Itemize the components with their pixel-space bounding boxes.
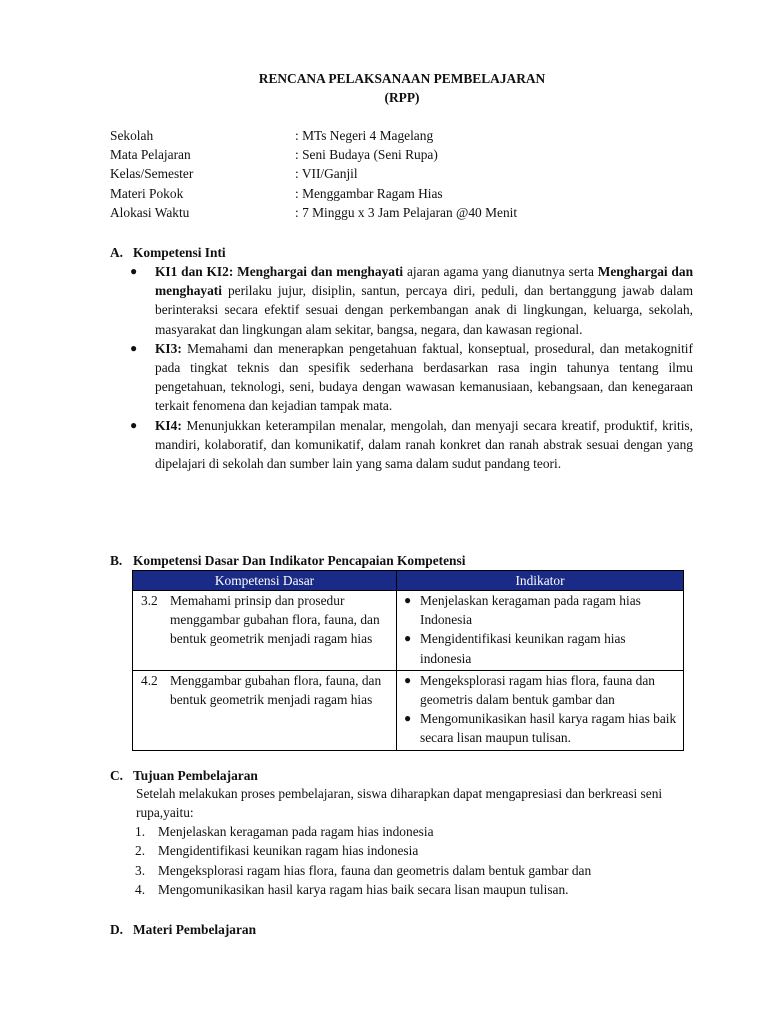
kd-indikator-table [132, 570, 684, 751]
indikator-text: Mengidentifikasi keunikan ragam hias indonesia [420, 631, 626, 666]
list-item [110, 841, 591, 860]
bullet-icon: ● [404, 672, 412, 687]
identity-table [110, 126, 517, 222]
indikator-text: Mengeksplorasi ragam hias flora, fauna dan geometris dalam bentuk gambar dan [420, 672, 655, 708]
header-indikator: Indikator [397, 571, 684, 591]
info-label: Mata Pelajaran [110, 147, 191, 163]
info-value: : Menggambar Ragam Hias [295, 185, 443, 201]
section-a-heading [110, 243, 226, 262]
section-number: B. [110, 553, 123, 568]
list-item [110, 822, 591, 841]
section-number: D. [110, 922, 124, 937]
bullet-icon: ● [130, 417, 138, 432]
info-value: : MTs Negeri 4 Magelang [295, 128, 434, 143]
info-row-kelas-semester [110, 164, 517, 183]
section-title: Materi Pembelajaran [133, 922, 257, 937]
kompetensi-inti-list [130, 262, 693, 473]
tujuan-list [110, 822, 591, 900]
info-row-alokasi-waktu [110, 203, 517, 222]
kd-cell [133, 591, 397, 671]
indikator-text: Menjelaskan keragaman pada ragam hias Indonesia [420, 593, 641, 628]
item-number: 2. [135, 843, 146, 859]
info-row-mata-pelajaran [110, 145, 517, 164]
table-row [133, 670, 684, 750]
info-value: : VII/Ganjil [295, 166, 358, 182]
list-item-text [155, 339, 693, 416]
bullet-icon: ● [130, 264, 138, 278]
item-number: 4. [135, 882, 146, 898]
item-text: Mengomunikasikan hasil karya ragam hias baik secara lisan maupun tulisan. [158, 882, 569, 898]
info-label: Kelas/Semester [110, 166, 194, 182]
bullet-icon: ● [130, 340, 138, 355]
document-title [0, 69, 768, 107]
title-line-2: (RPP) [384, 90, 420, 105]
bold-term: KI3: [155, 340, 182, 356]
bold-term: KI1 dan KI2: Menghargai dan menghayati [155, 264, 404, 279]
section-number: A. [110, 245, 124, 260]
kd-cell [133, 670, 397, 750]
bold-term: Menghargai dan menghayati [155, 264, 694, 299]
header-kompetensi-dasar: Kompetensi Dasar [133, 571, 397, 591]
kd-text: Menggambar gubahan flora, fauna, dan bentuk geometrik menjadi ragam hias [170, 672, 382, 708]
table-row [133, 591, 684, 671]
tujuan-intro: Setelah melakukan proses pembelajaran, siswa diharapkan dapat mengapresiasi dan berkreasi seni rupa,yaitu: [136, 786, 663, 821]
info-value: : 7 Minggu x 3 Jam Pelajaran @40 Menit [295, 204, 518, 220]
kd-text: Memahami prinsip dan prosedur menggambar gubahan flora, fauna, dan bentuk geometrik menjadi ragam hias [170, 593, 380, 647]
section-title: Tujuan Pembelajaran [133, 768, 258, 783]
section-c-heading [110, 766, 258, 785]
item-text: Menjelaskan keragaman pada ragam hias indonesia [158, 824, 434, 839]
section-d-heading [110, 920, 256, 939]
info-label: Materi Pokok [110, 185, 184, 201]
list-item [130, 339, 693, 416]
bold-term: KI4: [155, 417, 182, 433]
info-row-sekolah [110, 126, 517, 145]
item-number: 3. [135, 862, 146, 878]
indikator-text: Mengomunikasikan hasil karya ragam hias baik secara lisan maupun tulisan. [420, 711, 677, 746]
text-run: perilaku jujur, disiplin, santun, percaya diri, peduli, dan bertanggung jawab dalam berinteraksi secara efektif sesuai dengan perkembangan anak di lingkungan, keluarga, sekolah, masyarakat dan lingkungan alam sekitar, bangsa, negara, dan kawasan regional. [155, 283, 693, 337]
bullet-icon: ● [404, 711, 412, 726]
text-run: ajaran agama yang dianutnya serta [403, 264, 598, 279]
list-item [130, 416, 693, 474]
text-run: Memahami dan menerapkan pengetahuan faktual, konseptual, prosedural, dan metakognitif pada tingkat teknis dan spesifik sederhana berdasarkan rasa ingin tahunya tentang ilmu pengetahuan, teknologi, seni, budaya dengan wawasan kemanusiaan, kebangsaan, dan kenegaraan terkait fenomena dan kejadian tampak mata. [155, 340, 693, 414]
indikator-item [404, 629, 677, 667]
item-number: 1. [135, 824, 146, 839]
item-text: Mengidentifikasi keunikan ragam hias indonesia [158, 843, 419, 859]
info-label: Alokasi Waktu [110, 204, 190, 220]
item-text: Mengeksplorasi ragam hias flora, fauna dan geometris dalam bentuk gambar dan [158, 862, 592, 878]
indikator-cell [397, 591, 684, 671]
text-run: Menunjukkan keterampilan menalar, mengolah, dan menyaji secara kreatif, produktif, kritis, mandiri, kolaboratif, dan komunikatif, dalam ranah konkret dan ranah abstrak sesuai dengan yang dipelajari di sekolah dan sumber lain yang sama dalam sudut pandang teori. [155, 417, 693, 472]
section-title: Kompetensi Dasar Dan Indikator Pencapaian Kompetensi [133, 553, 466, 568]
list-item-text [155, 416, 693, 474]
kd-number: 3.2 [141, 593, 158, 608]
indikator-cell [397, 670, 684, 750]
bullet-icon: ● [404, 593, 412, 607]
bullet-icon: ● [404, 631, 412, 646]
table-header-row [133, 571, 684, 591]
info-label: Sekolah [110, 128, 154, 143]
list-item [130, 262, 693, 339]
title-line-1: RENCANA PELAKSANAAN PEMBELAJARAN [258, 71, 546, 86]
indikator-item [404, 709, 677, 747]
info-value: : Seni Budaya (Seni Rupa) [295, 147, 438, 163]
indikator-item [404, 591, 677, 629]
indikator-item [404, 671, 677, 709]
list-item [110, 861, 591, 880]
kd-number: 4.2 [141, 672, 158, 688]
section-b-heading [110, 551, 465, 570]
list-item [110, 880, 591, 899]
list-item-text [155, 262, 693, 339]
section-title: Kompetensi Inti [133, 245, 226, 260]
section-number: C. [110, 768, 124, 783]
info-row-materi-pokok [110, 184, 517, 203]
